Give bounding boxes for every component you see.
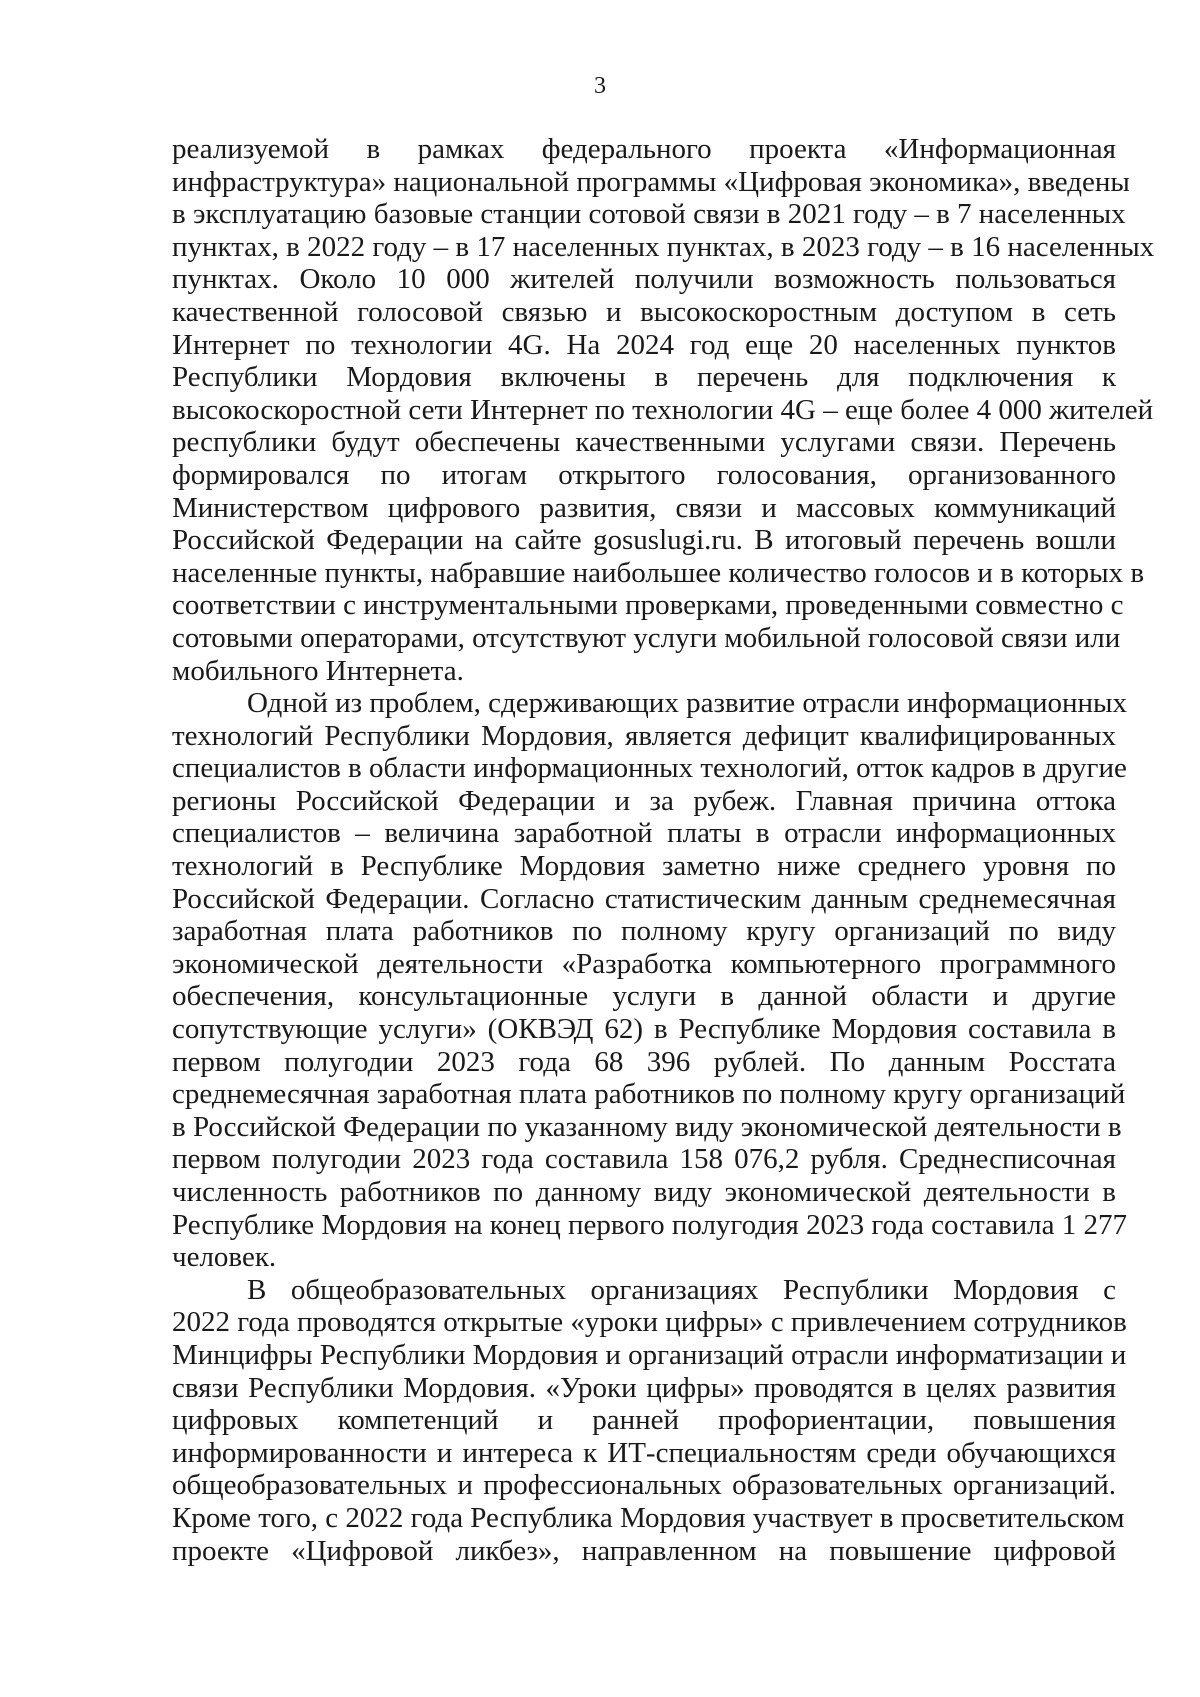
text-line: сопутствующие услуги» (ОКВЭД 62) в Республике Мордовия составила в <box>172 1013 1116 1046</box>
page-number: 3 <box>594 73 606 99</box>
text-line: формировался по итогам открытого голосования, организованного <box>172 458 1116 491</box>
text-line: реализуемой в рамках федерального проекта «Информационная <box>172 133 1116 165</box>
text-line: технологий Республики Мордовия, является дефицит квалифицированных <box>172 719 1116 752</box>
paragraph-2 <box>172 687 1128 1274</box>
text-line: первом полугодии 2023 года составила 158 076,2 рубля. Среднесписочная <box>172 1143 1116 1176</box>
text-line: В общеобразовательных организациях Республики Мордовия с <box>247 1273 1116 1306</box>
text-line: населенные пункты, набравшие наибольшее количество голосов и в которых в <box>172 556 1145 589</box>
text-line: среднемесячная заработная плата работников по полному кругу организаций <box>172 1078 1126 1111</box>
text-line: в Российской Федерации по указанному виду экономической деятельности в <box>172 1110 1122 1143</box>
text-line: Кроме того, с 2022 года Республика Мордовия участвует в просветительском <box>172 1501 1125 1534</box>
text-line: в эксплуатацию базовые станции сотовой связи в 2021 году – в 7 населенных <box>172 198 1126 231</box>
text-line: Минцифры Республики Мордовия и организаций отрасли информатизации и <box>172 1338 1127 1371</box>
text-line: общеобразовательных и профессиональных образовательных организаций. <box>172 1469 1116 1502</box>
text-line: численность работников по данному виду экономической деятельности в <box>172 1176 1116 1208</box>
text-line: сотовыми операторами, отсутствуют услуги мобильной голосовой связи или <box>172 621 1121 654</box>
text-line: пунктах, в 2022 году – в 17 населенных пунктах, в 2023 году – в 16 населенных <box>172 230 1155 263</box>
text-line: Одной из проблем, сдерживающих развитие отрасли информационных <box>247 687 1128 720</box>
text-line: информированности и интереса к ИТ-специальностям среди обучающихся <box>172 1436 1116 1469</box>
text-line: Республики Мордовия включены в перечень для подключения к <box>172 361 1116 394</box>
text-line: Интернет по технологии 4G. На 2024 год еще 20 населенных пунктов <box>172 328 1116 361</box>
text-line: связи Республики Мордовия. «Уроки цифры» проводятся в целях развития <box>172 1371 1116 1404</box>
text-line: качественной голосовой связью и высокоскоростным доступом в сеть <box>172 295 1116 328</box>
document-body <box>172 133 1155 1567</box>
text-line: пунктах. Около 10 000 жителей получили возможность пользоваться <box>172 263 1116 296</box>
text-line: Российской Федерации. Согласно статистическим данным среднемесячная <box>172 882 1116 915</box>
text-line: соответствии с инструментальными проверками, проведенными совместно с <box>172 589 1124 622</box>
text-line: цифровых компетенций и ранней профориентации, повышения <box>172 1404 1116 1437</box>
text-line: высокоскоростной сети Интернет по технологии 4G – еще более 4 000 жителей <box>172 393 1154 426</box>
text-line: специалистов в области информационных технологий, отток кадров в другие <box>172 752 1127 785</box>
text-line: республики будут обеспечены качественными услугами связи. Перечень <box>172 426 1116 459</box>
text-line: Республике Мордовия на конец первого полугодия 2023 года составила 1 277 <box>172 1208 1128 1241</box>
paragraph-1 <box>172 133 1155 687</box>
text-line: проекте «Цифровой ликбез», направленном на повышение цифровой <box>172 1534 1116 1567</box>
text-line: обеспечения, консультационные услуги в данной области и другие <box>172 980 1116 1013</box>
text-line: инфраструктура» национальной программы «Цифровая экономика», введены <box>172 165 1130 198</box>
text-line: 2022 года проводятся открытые «уроки цифры» с привлечением сотрудников <box>172 1306 1127 1339</box>
text-line: экономической деятельности «Разработка компьютерного программного <box>172 947 1116 980</box>
text-line: первом полугодии 2023 года 68 396 рублей. По данным Росстата <box>172 1045 1116 1078</box>
text-line: регионы Российской Федерации и за рубеж. Главная причина оттока <box>172 784 1116 817</box>
text-line: Министерством цифрового развития, связи и массовых коммуникаций <box>172 491 1116 524</box>
text-line: заработная плата работников по полному кругу организаций по виду <box>172 915 1116 948</box>
paragraph-3 <box>172 1273 1127 1567</box>
text-line: специалистов – величина заработной платы в отрасли информационных <box>172 817 1116 850</box>
text-line: мобильного Интернета. <box>172 654 464 687</box>
text-line: человек. <box>172 1241 277 1274</box>
text-line: технологий в Республике Мордовия заметно ниже среднего уровня по <box>172 850 1116 883</box>
text-line: Российской Федерации на сайте gosuslugi.ru. В итоговый перечень вошли <box>172 524 1116 557</box>
